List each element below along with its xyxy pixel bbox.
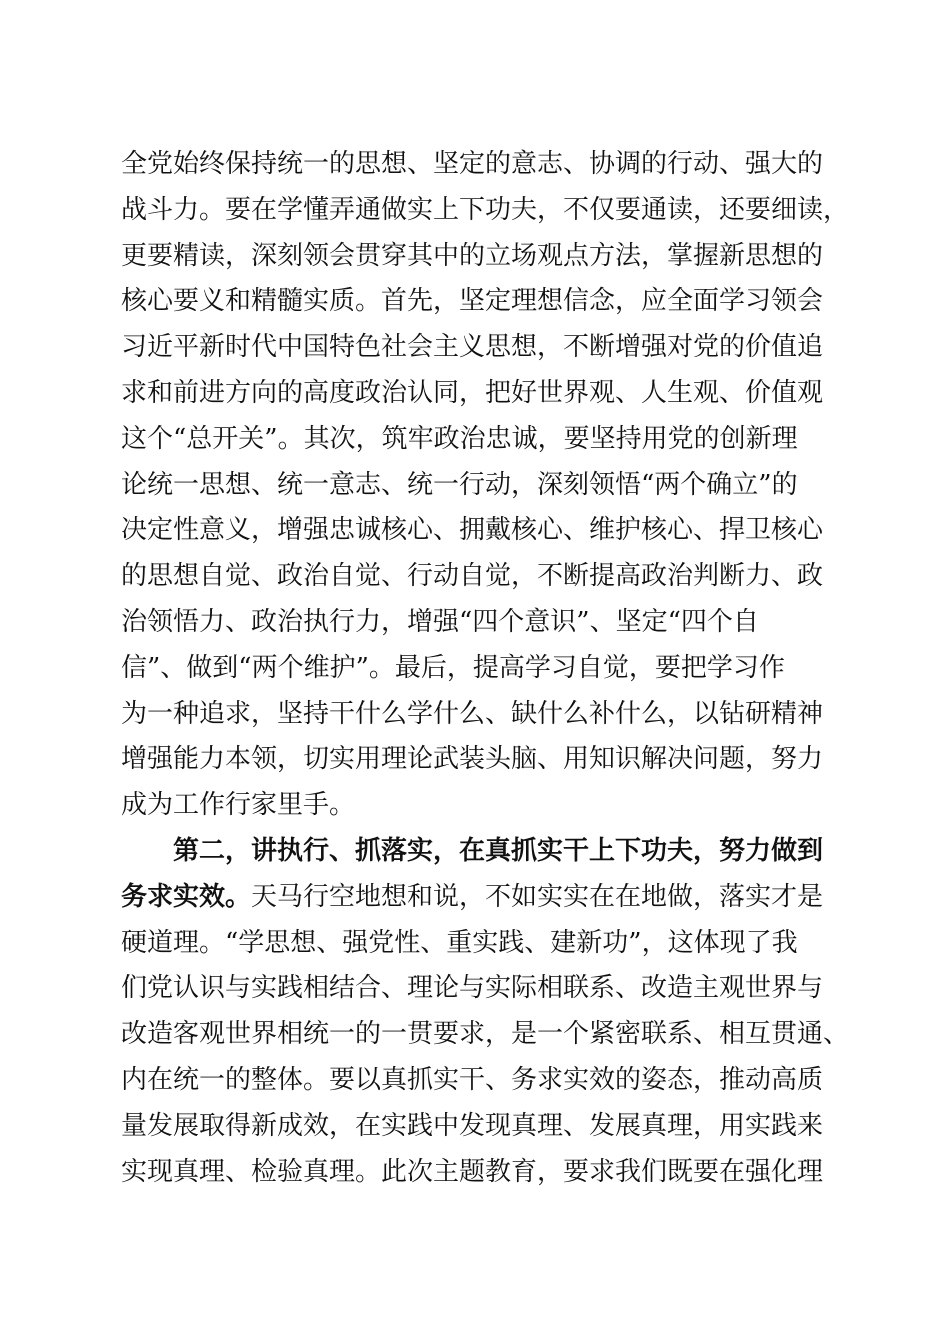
text-line: 求和前进方向的高度政治认同，把好世界观、人生观、价值观 [121, 377, 824, 408]
text-line: 治领悟力、政治执行力，增强“四个意识”、坚定“四个自 [121, 606, 759, 637]
text-line: 信”、做到“两个维护”。最后，提高学习自觉，要把学习作 [121, 652, 785, 683]
text-line: 硬道理。“学思想、强党性、重实践、建新功”，这体现了我 [121, 927, 798, 958]
text-line: 成为工作行家里手。 [121, 790, 356, 821]
text-line: 内在统一的整体。要以真抓实干、务求实效的姿态，推动高质 [121, 1064, 824, 1095]
text-line: 全党始终保持统一的思想、坚定的意志、协调的行动、强大的 [121, 149, 824, 179]
body-text [121, 142, 850, 1195]
text-line: 的思想自觉、政治自觉、行动自觉，不断提高政治判断力、政 [121, 561, 824, 592]
text-line: 这个“总开关”。其次，筑牢政治忠诚，要坚持用党的创新理 [121, 423, 798, 454]
section-heading-line: 第二，讲执行、抓落实，在真抓实干上下功夫，努力做到 [121, 835, 824, 866]
text-line: 改造客观世界相统一的一贯要求，是一个紧密联系、相互贯通、 [121, 1019, 850, 1050]
paragraph-2 [121, 829, 850, 1195]
text-line [121, 875, 841, 921]
text-line: 实现真理、检验真理。此次主题教育，要求我们既要在强化理 [121, 1156, 824, 1187]
text-line: 们党认识与实践相结合、理论与实际相联系、改造主观世界与 [121, 973, 824, 1004]
text-line: 战斗力。要在学懂弄通做实上下功夫，不仅要通读，还要细读， [121, 194, 850, 225]
text-line: 论统一思想、统一意志、统一行动，深刻领悟“两个确立”的 [121, 469, 798, 500]
text-line: 量发展取得新成效，在实践中发现真理、发展真理，用实践来 [121, 1110, 824, 1141]
text-line: 更要精读，深刻领会贯穿其中的立场观点方法，掌握新思想的 [121, 240, 824, 271]
text-line: 决定性意义，增强忠诚核心、拥戴核心、维护核心、捍卫核心 [121, 515, 824, 546]
paragraph-1 [121, 142, 850, 829]
section-heading-tail: 务求实效。 [121, 881, 252, 912]
text-line: 增强能力本领，切实用理论武装头脑、用知识解决问题，努力 [121, 744, 824, 775]
text-line: 习近平新时代中国特色社会主义思想，不断增强对党的价值追 [121, 332, 824, 363]
text-line: 为一种追求，坚持干什么学什么、缺什么补什么，以钻研精神 [121, 698, 824, 729]
text-line: 核心要义和精髓实质。首先，坚定理想信念，应全面学习领会 [121, 286, 824, 317]
text-line-rest: 天马行空地想和说，不如实实在在地做，落实才是 [251, 881, 824, 912]
